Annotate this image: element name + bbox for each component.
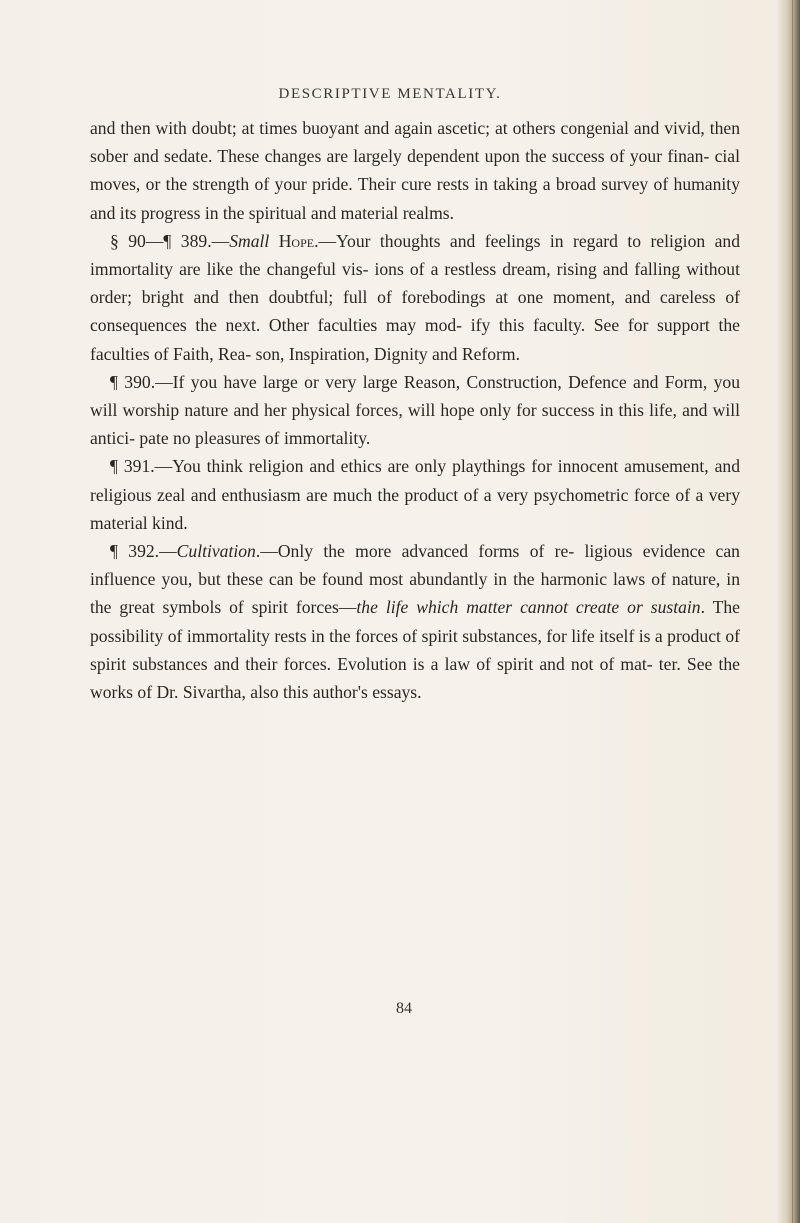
paragraph-continuation: and then with doubt; at times buoyant and again ascetic; at others congenial and vivid, then sober and sedate. These changes are largely dependent upon the success of your finan- cial moves, or the strength of your pride. Their cure rests in taking a broad survey of humanity and its progress in the spiritual and material realms. [90,118,740,223]
page-edge-shadow [776,0,800,1223]
body-text [90,114,740,706]
paragraph-389-text: .—Your thoughts and feelings in regard to religion and immortality are like the changeful vis- ions of a restless dream, rising and falling without order; bright and then doubtful; full of forebodings at one moment, and careless of consequences the next. Other faculties may mod- ify this faculty. See for support the faculties of Faith, Rea- son, Inspiration, Dignity and Reform. [90,230,740,364]
paragraph-390: ¶ 390.—If you have large or very large Reason, Construction, Defence and Form, you will worship nature and her physical forces, will hope only for success in this life, and will antici- pate no pleasures of immortality. [90,371,740,449]
paragraph-392-text-a: .—Only the more advanced forms of re- ligious evidence can influence you, but these can be found most abundantly in the harmonic laws of nature, in the great symbols of spirit forces— [90,541,740,618]
section-marker: § 90—¶ 389.— [110,230,230,251]
subheading-hope: Hope [278,230,315,251]
paragraph-391: ¶ 391.—You think religion and ethics are only playthings for innocent amusement, and religious zeal and enthusiasm are much the product of a very psychometric force of a very material kind. [90,456,740,533]
paragraph-392-text-b: . The possibility of immortality rests in the forces of spirit substances, for life itself is a product of spirit substances and their forces. Evolution is a law of spirit and not of mat- ter. See the works of Dr. Sivartha, also this author's essays. [90,597,740,703]
paragraph-389 [90,227,740,368]
running-head: DESCRIPTIVE MENTALITY. [278,86,502,102]
subheading-small: Small [229,230,270,251]
subheading-cultivation: Cultivation [176,541,256,562]
section-marker: ¶ 392.— [110,541,177,562]
page-number: 84 [396,1000,412,1017]
italic-phrase: the life which matter cannot create or sustain [356,597,701,618]
page-edge-line [792,0,793,1223]
paragraph-392 [90,537,740,706]
